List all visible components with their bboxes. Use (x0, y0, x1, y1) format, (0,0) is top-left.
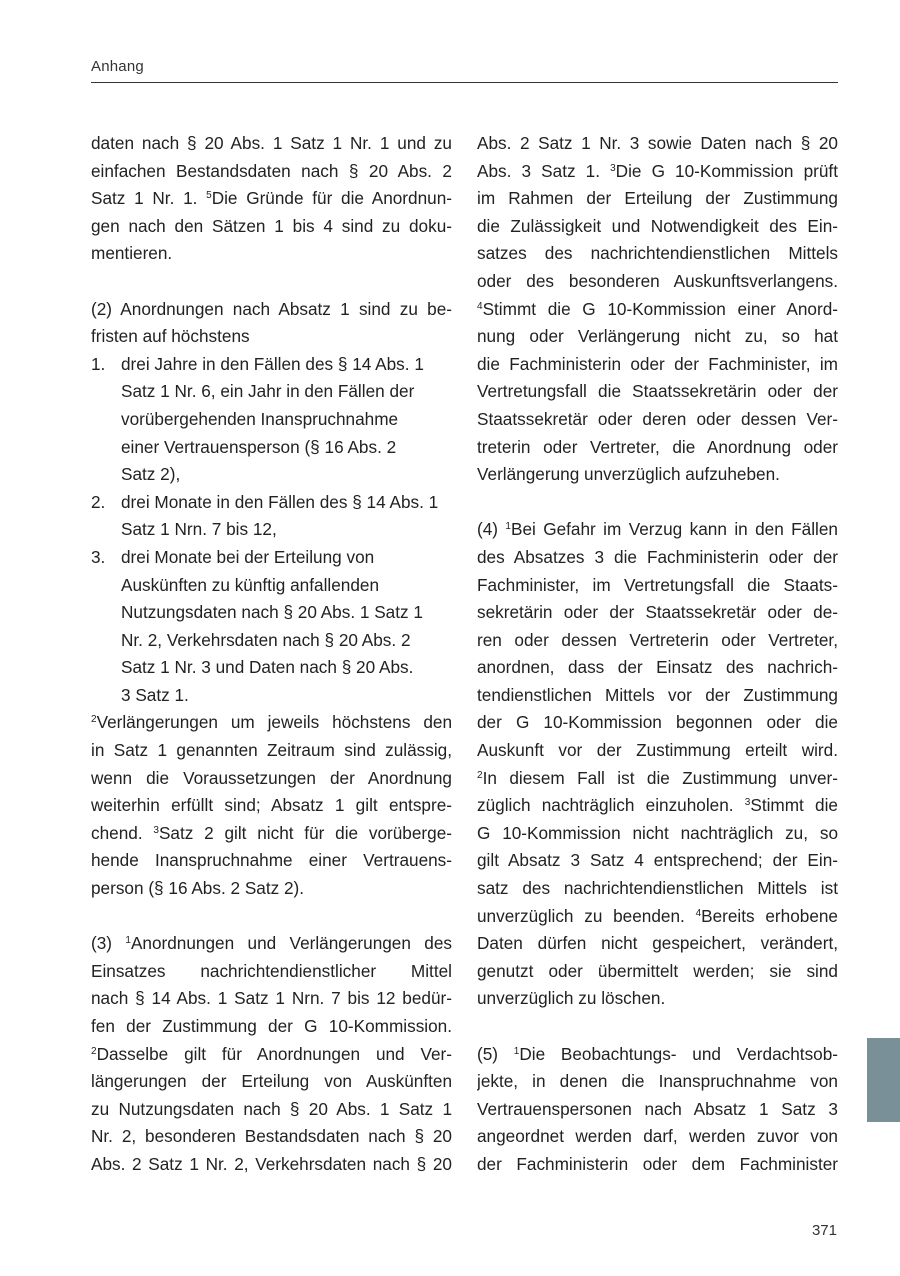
text-line: Daten dürfen nicht gespeichert, verändert, (477, 933, 838, 954)
text-line (91, 709, 452, 737)
text-fragment: (4) (477, 519, 506, 540)
text-line (91, 930, 452, 958)
text-line: der G 10-Kommission begonnen oder die (477, 712, 838, 733)
text-fragment: chend. (91, 822, 154, 843)
sentence-number: 1 (505, 521, 511, 533)
right-column (477, 130, 838, 1179)
sentence-number: 3 (610, 162, 616, 174)
text-line: Satz 1 Nr. 6, ein Jahr in den Fällen der (121, 381, 415, 402)
text-line: Verlängerung unverzüglich aufzuheben. (477, 464, 780, 485)
text-line: gen nach den Sätzen 1 bis 4 sind zu doku- (91, 215, 452, 236)
text-fragment: Bei Gefahr im Verzug kann in den Fällen (510, 519, 838, 540)
paragraph-gap (91, 903, 452, 931)
text-line: mentieren. (91, 243, 173, 264)
text-line: ren oder dessen Vertreterin oder Vertreter, (477, 629, 838, 650)
text-line: Einsatzes nachrichtendienstlicher Mittel (91, 960, 452, 981)
text-line: die Zulässigkeit und Notwendigkeit des Ein- (477, 215, 838, 236)
text-line: zu Nutzungsdaten nach § 20 Abs. 1 Satz 1 (91, 1098, 452, 1119)
text-line: person (§ 16 Abs. 2 Satz 2). (91, 878, 305, 899)
text-line: Fachminister, im Vertretungsfall die Staats- (477, 574, 838, 595)
text-line: sekretärin oder der Staatssekretär oder de- (477, 602, 838, 623)
list-item (91, 489, 452, 517)
text-line: Nr. 2, besonderen Bestandsdaten nach § 20 (91, 1126, 452, 1147)
text-line: 3 Satz 1. (121, 684, 189, 705)
text-fragment: Die Gründe für die Anordnun- (211, 188, 452, 209)
text-fragment: In diesem Fall ist die Zustimmung unver- (482, 767, 838, 788)
text-line: Staatssekretär oder deren oder dessen Ver- (477, 408, 838, 429)
paragraph-gap (477, 1013, 838, 1041)
text-line: Nr. 2, Verkehrsdaten nach § 20 Abs. 2 (121, 629, 411, 650)
text-line: der Fachministerin oder dem Fachminister (477, 1153, 838, 1174)
text-line: Satz 1 Nr. 3 und Daten nach § 20 Abs. (121, 657, 414, 678)
text-line: treterin oder Vertreter, die Anordnung oder (477, 436, 838, 457)
text-line: Abs. 2 Satz 1 Nr. 3 sowie Daten nach § 20 (477, 133, 838, 153)
text-line (477, 296, 838, 324)
text-line: anordnen, dass der Einsatz des nachrich- (477, 657, 838, 678)
text-fragment: Satz 2 gilt nicht für die vorüberge- (158, 822, 452, 843)
text-line: drei Monate in den Fällen des § 14 Abs. 1 (121, 491, 439, 512)
sentence-number: 4 (477, 300, 483, 312)
sentence-number: 2 (91, 1045, 97, 1057)
text-line (91, 185, 452, 213)
sentence-number: 1 (513, 1045, 520, 1057)
text-line: satzes des nachrichtendienstlichen Mittels (477, 243, 838, 264)
sentence-number: 4 (695, 907, 702, 919)
text-fragment: (5) (477, 1043, 514, 1064)
text-fragment: Stimmt die (750, 795, 838, 816)
text-line: Satz 1 Nrn. 7 bis 12, (121, 519, 277, 540)
text-line: weiterhin erfüllt sind; Absatz 1 gilt entspre- (91, 795, 452, 816)
text-line: Abs. 2 Satz 1 Nr. 2, Verkehrsdaten nach § 20 (91, 1153, 452, 1174)
list-number: 2. (91, 491, 106, 512)
paragraph-gap (91, 268, 452, 296)
text-line: die Fachministerin oder der Fachminister, im (477, 353, 838, 374)
text-line: Vertrauenspersonen nach Absatz 1 Satz 3 (477, 1098, 838, 1119)
sentence-number: 5 (206, 190, 212, 202)
text-line (477, 765, 838, 793)
text-fragment: Stimmt die G 10-Kommission einer Anord- (482, 298, 838, 319)
list-item (91, 544, 452, 572)
text-line (477, 903, 838, 931)
text-fragment: unverzüglich zu beenden. (477, 905, 696, 926)
text-line: vorübergehenden Inanspruchnahme (121, 408, 399, 429)
text-line: gilt Absatz 3 Satz 4 entsprechend; der Ein- (477, 850, 838, 871)
text-line: Auskünften zu künftig anfallenden (121, 574, 379, 595)
text-line: fen der Zustimmung der G 10-Kommission. (91, 1016, 452, 1036)
text-fragment: Verlängerungen um jeweils höchstens den (96, 712, 452, 733)
text-line (477, 516, 838, 544)
text-line: oder des besonderen Auskunftsverlangens. (477, 270, 838, 291)
text-line: satz des nachrichtendienstlichen Mittels ist (477, 878, 838, 899)
text-line: Auskunft vor der Zustimmung erteilt wird. (477, 740, 838, 761)
text-line: fristen auf höchstens (91, 326, 250, 347)
text-line: drei Jahre in den Fällen des § 14 Abs. 1 (121, 353, 424, 374)
text-line: in Satz 1 genannten Zeitraum sind zulässig, (91, 740, 452, 761)
sentence-number: 3 (153, 824, 159, 836)
list-number: 3. (91, 546, 106, 567)
text-fragment: Abs. 3 Satz 1. (477, 160, 611, 181)
text-line: genutzt oder übermittelt werden; sie sind (477, 960, 838, 981)
text-line: Satz 2), (121, 464, 181, 485)
text-line: wenn die Voraussetzungen der Anordnung (91, 767, 452, 788)
text-line: Vertretungsfall die Staatssekretärin oder der (477, 381, 838, 402)
text-line (477, 792, 838, 820)
text-fragment: Die G 10-Kommission prüft (615, 160, 838, 181)
text-line: (2) Anordnungen nach Absatz 1 sind zu be- (91, 298, 452, 319)
sentence-number: 3 (744, 797, 751, 809)
page-number: 371 (811, 1222, 837, 1239)
text-line: unverzüglich zu löschen. (477, 988, 666, 1009)
text-line: des Absatzes 3 die Fachministerin oder der (477, 546, 838, 567)
text-line: Nutzungsdaten nach § 20 Abs. 1 Satz 1 (121, 602, 423, 623)
text-fragment: Die Beobachtungs- und Verdachtsob- (519, 1043, 838, 1064)
text-line: daten nach § 20 Abs. 1 Satz 1 Nr. 1 und zu (91, 133, 452, 153)
paragraph-gap (477, 489, 838, 517)
text-fragment: Satz 1 Nr. 1. (91, 188, 207, 209)
list-item (91, 351, 452, 379)
text-fragment: (3) (91, 933, 126, 954)
sentence-number: 2 (477, 769, 483, 781)
text-line: nach § 14 Abs. 1 Satz 1 Nrn. 7 bis 12 bedür- (91, 988, 452, 1009)
text-line: einer Vertrauensperson (§ 16 Abs. 2 (121, 436, 397, 457)
text-line: tendienstlichen Mittels vor der Zustimmung (477, 684, 838, 705)
text-line: jekte, in denen die Inanspruchnahme von (477, 1071, 838, 1092)
text-line (91, 820, 452, 848)
text-line: nung oder Verlängerung nicht zu, so hat (477, 326, 838, 347)
running-header (91, 58, 838, 83)
text-fragment: züglich nachträglich einzuholen. (477, 795, 745, 816)
text-line: drei Monate bei der Erteilung von (121, 546, 375, 567)
text-fragment: Anordnungen und Verlängerungen des (130, 933, 452, 954)
sentence-number: 1 (125, 935, 131, 947)
text-line: hende Inanspruchnahme einer Vertrauens- (91, 850, 452, 871)
sentence-number: 2 (91, 714, 97, 726)
text-line: angeordnet werden darf, werden zuvor von (477, 1126, 838, 1147)
text-line: G 10-Kommission nicht nachträglich zu, so (477, 822, 838, 843)
left-column (91, 130, 452, 1179)
list-number: 1. (91, 353, 106, 374)
text-fragment: Dasselbe gilt für Anordnungen und Ver- (96, 1043, 452, 1064)
text-line (477, 1041, 838, 1069)
section-tab-marker (867, 1038, 900, 1122)
text-line (477, 158, 838, 186)
text-line: längerungen der Erteilung von Auskünften (91, 1071, 452, 1092)
header-title: Anhang (91, 58, 144, 75)
text-fragment: Bereits erhobene (701, 905, 838, 926)
text-line: einfachen Bestandsdaten nach § 20 Abs. 2 (91, 160, 452, 181)
text-line: im Rahmen der Erteilung der Zustimmung (477, 188, 838, 209)
text-line (91, 1041, 452, 1069)
